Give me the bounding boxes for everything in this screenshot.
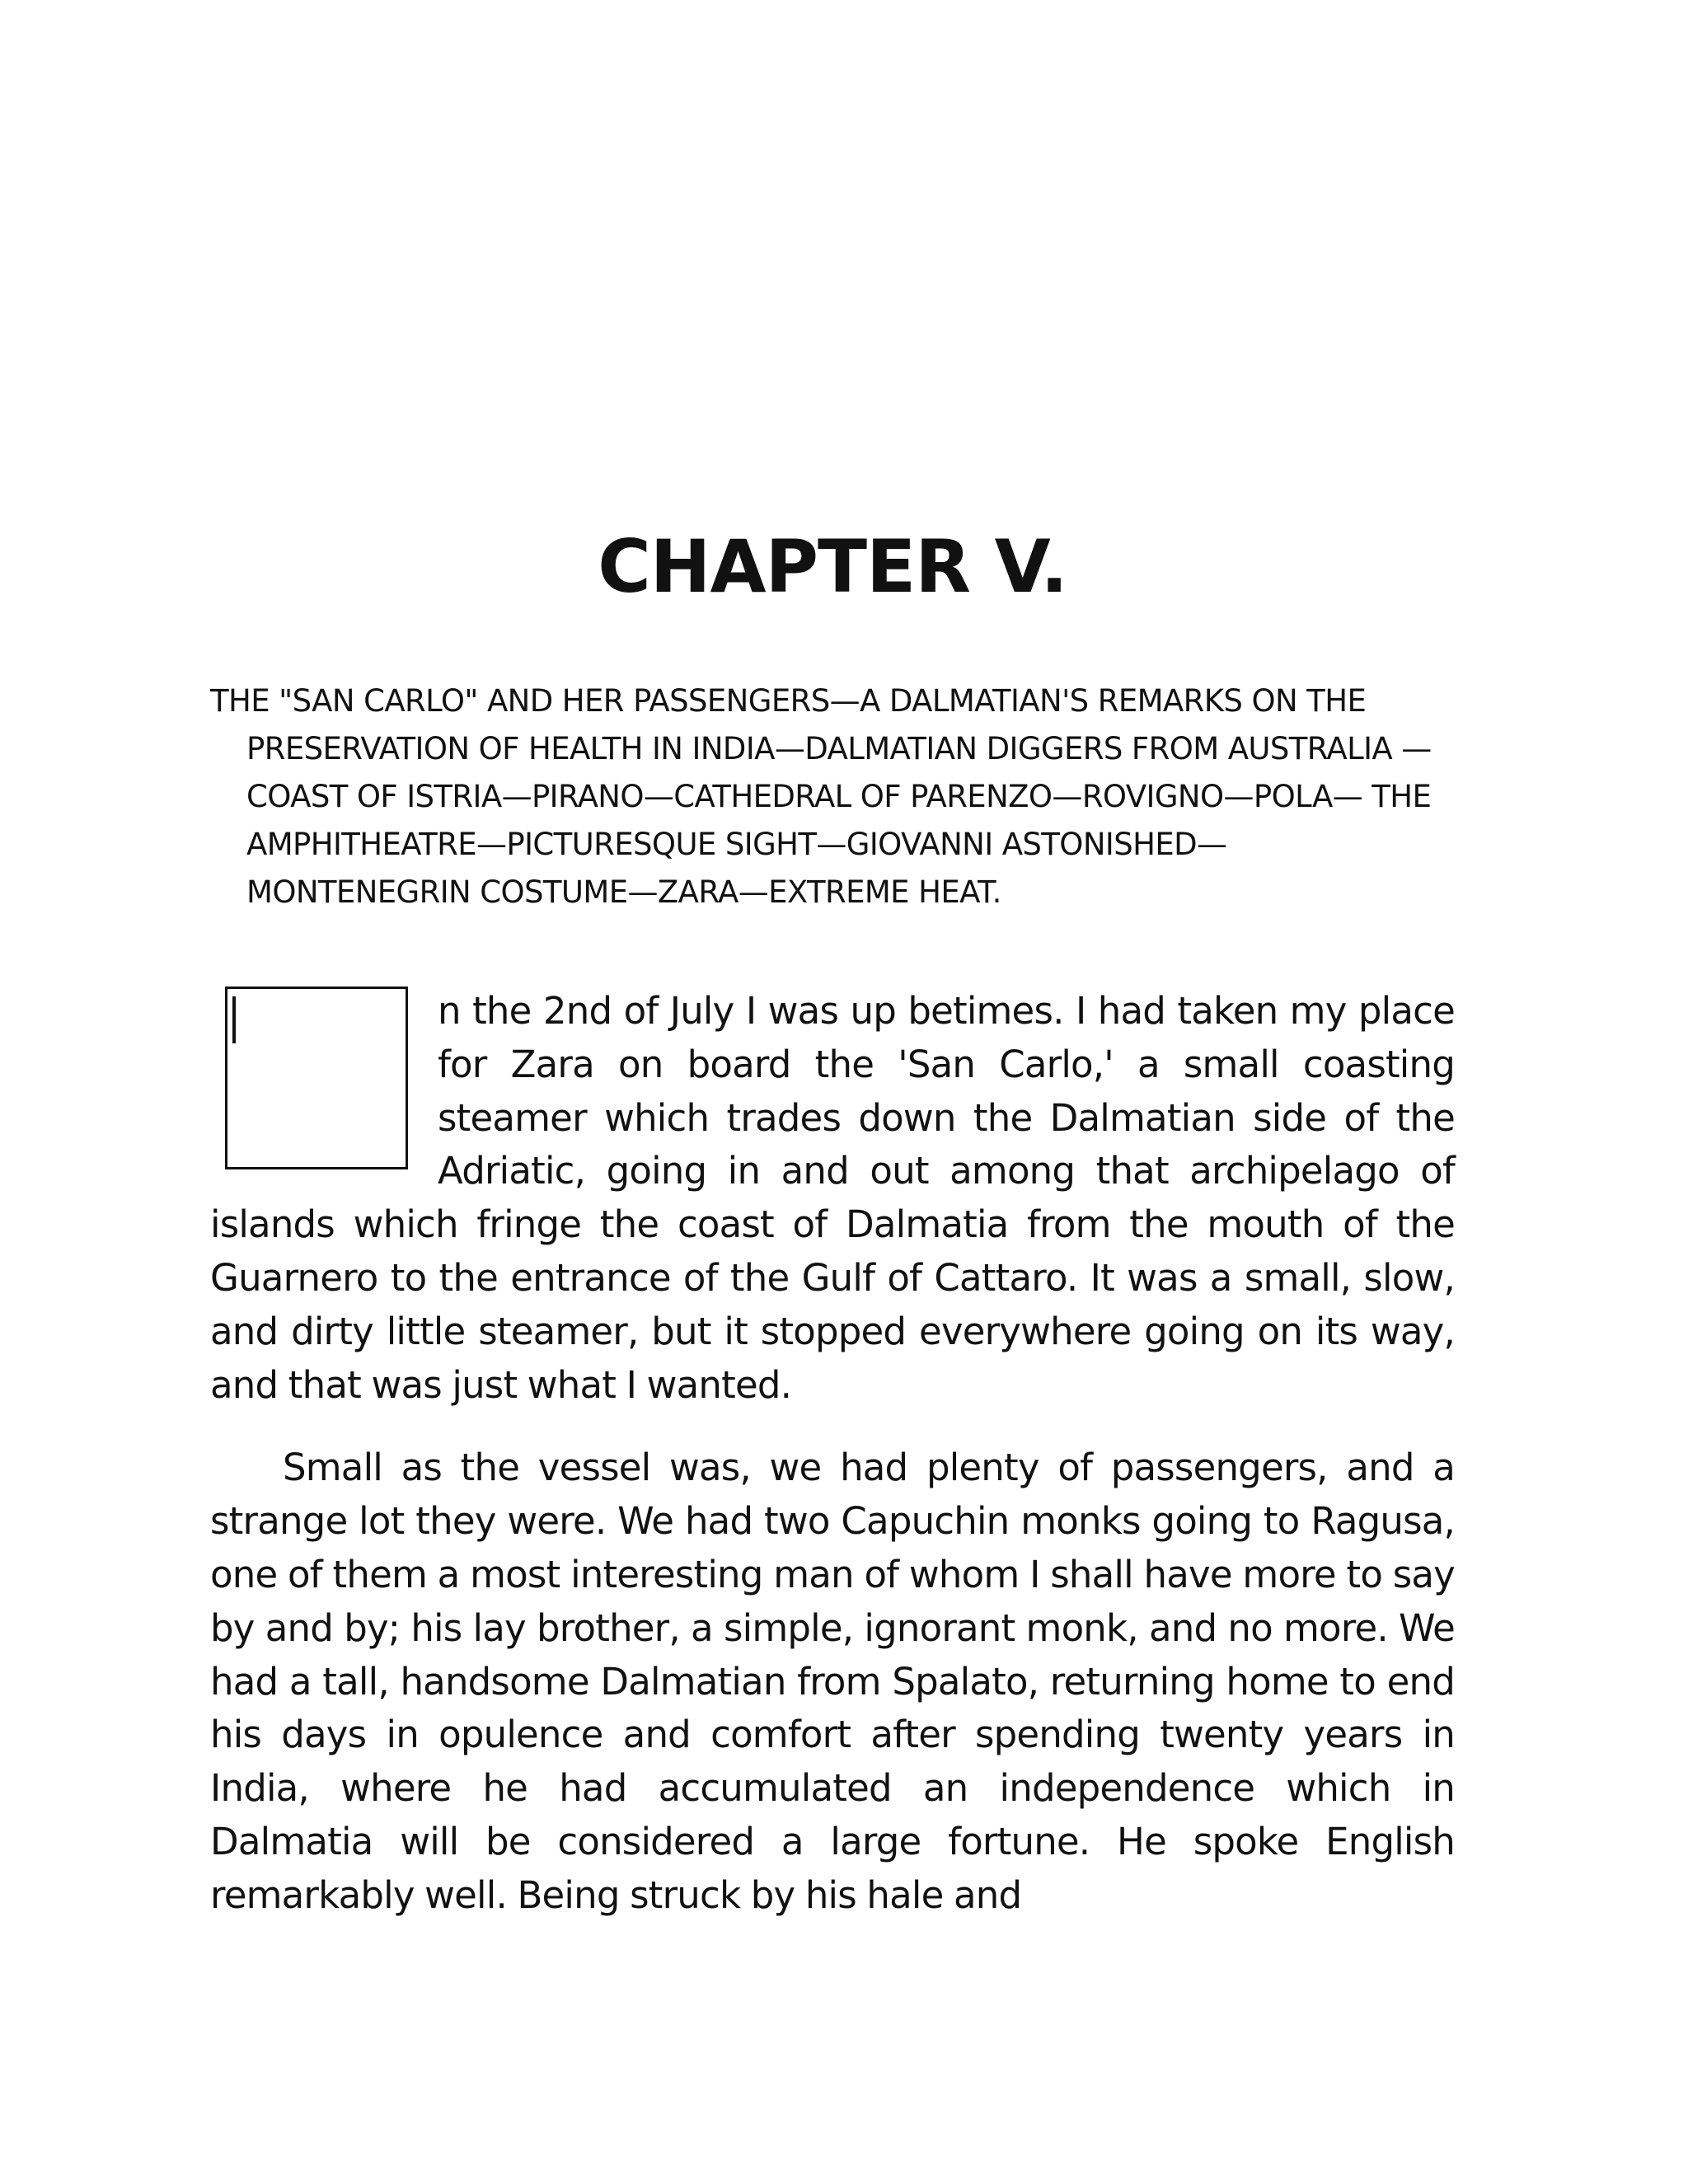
paragraph-1: [210, 985, 1455, 1412]
chapter-body: [210, 985, 1455, 1923]
chapter-synopsis: THE "SAN CARLO" AND HER PASSENGERS—A DALMATIAN'S REMARKS ON THE PRESERVATION OF HEALTH IN INDIA—DALMATIAN DIGGERS FROM AUSTRALIA —COAST OF ISTRIA—PIRANO—CATHEDRAL OF PARENZO—ROVIGNO—POLA— THE AMPHITHEATRE—PICTURESQUE SIGHT—GIOVANNI ASTONISHED— MONTENEGRIN COSTUME—ZARA—EXTREME HEAT.: [210, 683, 1432, 910]
ornamental-drop-cap: [225, 987, 408, 1169]
paragraph-1-text: n the 2nd of July I was up betimes. I had taken my place for Zara on board the 'San Carlo,' a small coasting steamer which trades down the Dalmatian side of the Adriatic, going in and out among that archipelago of islands which fringe the coast of Dalmatia from the mouth of the Guarnero to the entrance of the Gulf of Cattaro. It was a small, slow, and dirty little steamer, but it stopped everywhere going on its way, and that was just what I wanted.: [210, 989, 1455, 1407]
drop-cap-ornament-icon: [232, 996, 236, 1043]
paragraph-2: Small as the vessel was, we had plenty of passengers, and a strange lot they were. We had two Capuchin monks going to Ragusa, one of them a most interesting man of whom I shall have more to say by and by; his lay brother, a simple, ignorant monk, and no more. We had a tall, handsome Dalmatian from Spalato, returning home to end his days in opulence and comfort after spending twenty years in India, where he had accumulated an independence which in Dalmatia will be considered a large fortune. He spoke English remarkably well. Being struck by his hale and: [210, 1446, 1455, 1917]
chapter-title: CHAPTER V.: [598, 524, 1067, 609]
